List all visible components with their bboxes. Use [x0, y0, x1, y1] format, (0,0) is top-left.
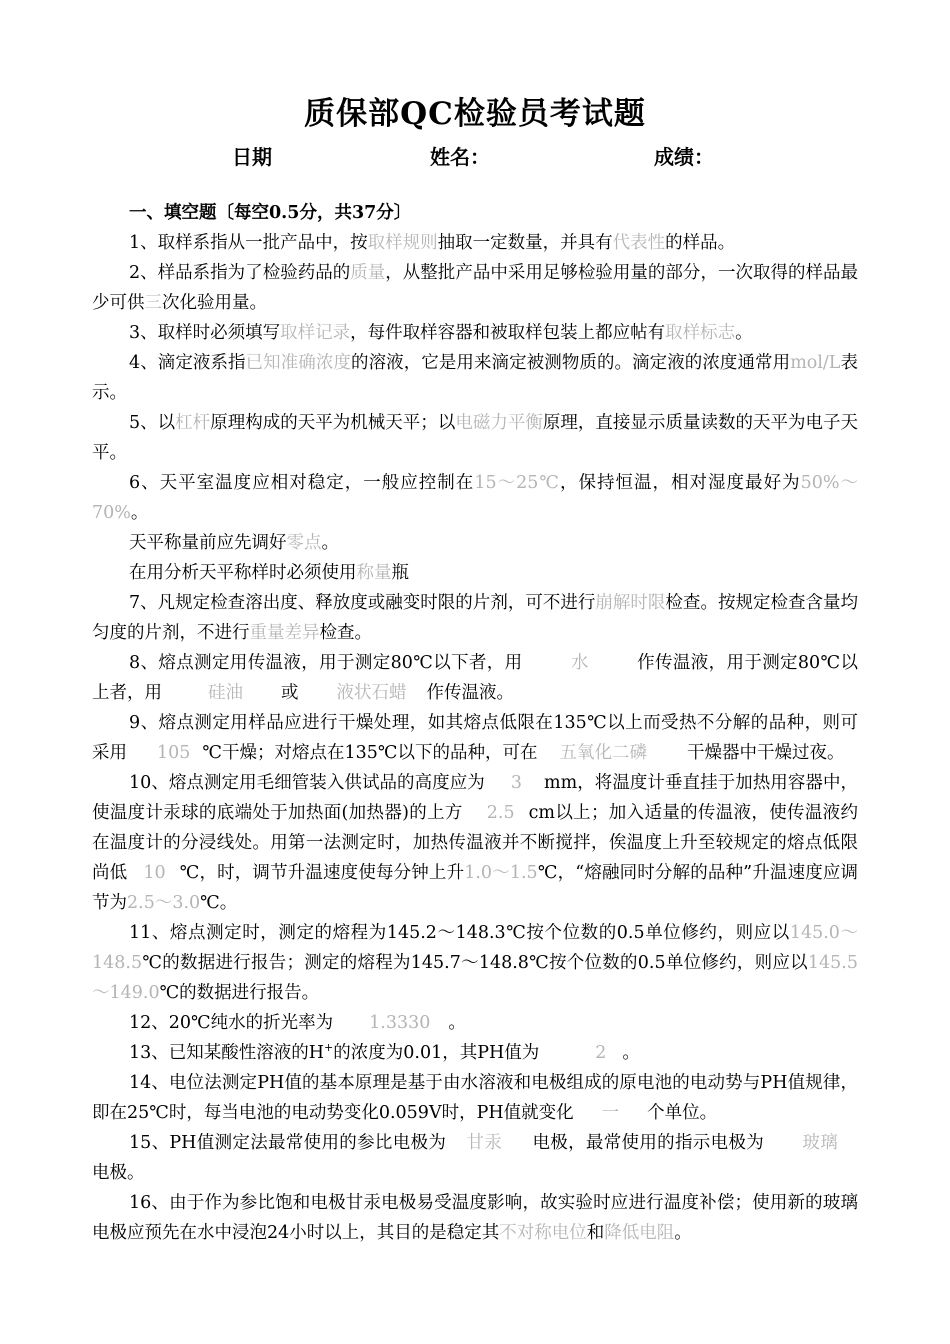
- question-text: 13、已知某酸性溶液的H: [129, 1043, 325, 1063]
- question-text: ，每件取样容器和被取样包装上都应帖有: [350, 323, 666, 343]
- answer: mol/L: [790, 353, 841, 373]
- answer: 取样记录: [280, 323, 351, 343]
- answer: 10: [143, 863, 166, 883]
- answer: 15～25℃: [474, 473, 560, 493]
- question-text: 检查。按规定检查含量均匀度的片剂，不进行: [92, 593, 859, 643]
- question-text: 作传温液，用于测定80℃以上者，用: [92, 653, 859, 703]
- question-text: 和: [586, 1223, 605, 1243]
- question-text: 3、取样时必须填写: [129, 323, 281, 343]
- answer: 取样规则: [367, 233, 438, 253]
- answer: 液状石蜡: [336, 683, 407, 703]
- section-heading: 一、填空题〔每空0.5分，共37分〕: [129, 203, 412, 223]
- question-text: ℃的数据进行报告；测定的熔程为145.7～148.8℃按个位数的0.5单位修约，则应以: [142, 953, 808, 973]
- answer: 已知准确浓度: [245, 353, 352, 373]
- answer: 145.5～149.0: [92, 953, 858, 1003]
- question-text: 6、天平室温度应相对稳定，一般应控制在: [129, 473, 475, 493]
- answer: 3: [510, 773, 522, 793]
- name-label: 姓名：: [430, 145, 490, 169]
- question-text: ，从整批产品中采用足够检验用量的部分，一次取得的样品最少可供: [92, 263, 859, 313]
- exam-body: [92, 198, 858, 1248]
- answer: 甘汞: [466, 1133, 503, 1153]
- question-text: 瓶: [391, 563, 409, 583]
- date-label: 日期: [232, 145, 272, 169]
- question-text: 15、PH值测定法最常使用的参比电极为: [129, 1133, 447, 1153]
- question-15: [92, 1128, 858, 1188]
- answer: 玻璃: [802, 1133, 839, 1153]
- question-text: 电极，最常使用的指示电极为: [532, 1133, 765, 1153]
- answer: 50%～70%: [92, 473, 858, 523]
- answer: 质量: [350, 263, 386, 283]
- answer: 降低电阻: [604, 1223, 675, 1243]
- answer: 称量: [356, 563, 392, 583]
- answer: 不对称电位: [499, 1223, 587, 1243]
- question-5: [92, 408, 858, 468]
- question-9: [92, 708, 858, 768]
- question-text: 10、熔点测定用毛细管装入供试品的高度应为: [129, 773, 485, 793]
- answer: 电磁力平衡: [455, 413, 543, 433]
- answer: 一: [601, 1103, 620, 1123]
- question-text: 9、熔点测定用样品应进行干燥处理，如其熔点低限在135℃以上而受热不分解的品种，则可采用: [92, 713, 858, 763]
- question-text: ，保持恒温，相对湿度最好为: [559, 473, 801, 493]
- question-text: 8、熔点测定用传温液，用于测定80℃以下者，用: [129, 653, 523, 673]
- answer: 2: [595, 1043, 607, 1063]
- question-text: 次化验用量。: [162, 293, 267, 313]
- answer: 145.0～148.5: [92, 923, 858, 973]
- question-text: 表示。: [92, 353, 859, 403]
- answer: 2.5～3.0: [127, 893, 201, 913]
- question-10: [92, 768, 858, 918]
- superscript-plus: +: [324, 1041, 334, 1055]
- question-text: ℃。: [200, 893, 238, 913]
- answer: 取样标志: [665, 323, 736, 343]
- question-text: 5、以: [129, 413, 176, 433]
- question-text: 干燥器中干燥过夜。: [686, 743, 845, 763]
- question-text: 1、取样系指从一批产品中，按: [129, 233, 368, 253]
- answer: 水: [570, 653, 589, 673]
- question-text: 。: [130, 503, 149, 523]
- question-16: [92, 1188, 858, 1248]
- answer: 零点: [286, 533, 322, 553]
- question-text: ℃，时，调节升温速度使每分钟上升: [179, 863, 465, 883]
- score-label: 成绩：: [654, 145, 714, 169]
- question-text: 作传温液。: [426, 683, 514, 703]
- question-text: 检查。: [319, 623, 372, 643]
- question-text: 的样品。: [665, 233, 736, 253]
- answer: 代表性: [612, 233, 666, 253]
- question-6: [92, 468, 858, 528]
- question-text: 。: [735, 323, 753, 343]
- question-text: ℃，“熔融同时分解的品种”升温速度应调节为: [92, 863, 859, 913]
- question-text: 16、由于作为参比饱和电极甘汞电极易受温度影响，故实验时应进行温度补偿；使用新的玻璃电极应预先在水中浸泡24小时以上，其目的是稳定其: [92, 1193, 858, 1243]
- question-text: 。: [448, 1013, 466, 1033]
- question-6-weighing-bottle: [92, 558, 858, 588]
- question-text: 的浓度为0.01，其PH值为: [333, 1043, 540, 1063]
- question-text: 2、样品系指为了检验药品的: [129, 263, 351, 283]
- question-text: 14、电位法测定PH值的基本原理是基于由水溶液和电极组成的原电池的电动势与PH值规律，即在25℃时，每当电池的电动势变化0.059V时，PH值就变化: [92, 1073, 858, 1123]
- question-text: 。: [622, 1043, 640, 1063]
- question-text: 7、凡规定检查溶出度、释放度或融变时限的片剂，可不进行: [129, 593, 596, 613]
- question-text: 或: [281, 683, 299, 703]
- question-text: 12、20℃纯水的折光率为: [129, 1013, 334, 1033]
- answer: 重量差异: [249, 623, 320, 643]
- exam-title: 质保部QC检验员考试题: [304, 96, 646, 132]
- question-text: 电极。: [92, 1163, 145, 1183]
- question-text: 在用分析天平称样时必须使用: [129, 563, 357, 583]
- question-text: 的溶液，它是用来滴定被测物质的。滴定液的浓度通常用: [351, 353, 791, 373]
- answer: 1.0～1.5: [464, 863, 538, 883]
- answer: 三: [144, 293, 162, 313]
- question-text: 11、熔点测定时，测定的熔程为145.2～148.3℃按个位数的0.5单位修约，则应以: [129, 923, 790, 943]
- question-12: [92, 1008, 858, 1038]
- question-3: [92, 318, 858, 348]
- question-2: [92, 258, 858, 318]
- question-7: [92, 588, 858, 648]
- question-13: [92, 1038, 858, 1068]
- question-text: 4、滴定液系指: [129, 353, 246, 373]
- question-8: [92, 648, 858, 708]
- answer: 崩解时限: [595, 593, 666, 613]
- answer: 五氧化二磷: [559, 743, 647, 763]
- question-text: ℃的数据进行报告。: [159, 983, 320, 1003]
- question-text: 个单位。: [647, 1103, 718, 1123]
- answer: 1.3330: [369, 1013, 431, 1033]
- question-4: [92, 348, 858, 408]
- question-text: 抽取一定数量，并具有: [437, 233, 613, 253]
- question-text: 原理，直接显示质量读数的天平为电子天平。: [92, 413, 859, 463]
- question-text: ℃干燥；对熔点在135℃以下的品种，可在: [202, 743, 538, 763]
- question-text: 。: [674, 1223, 692, 1243]
- answer: 105: [157, 743, 191, 763]
- question-text: 原理构成的天平为机械天平；以: [210, 413, 456, 433]
- answer: 杠杆: [175, 413, 211, 433]
- question-text: 。: [321, 533, 339, 553]
- question-text: mm，将温度计垂直挂于加热用容器中，使温度计汞球的底端处于加热面(加热器)的上方: [92, 773, 858, 823]
- answer: 2.5: [486, 803, 515, 823]
- question-text: 天平称量前应先调好: [129, 533, 287, 553]
- question-11: [92, 918, 858, 1008]
- question-1: [92, 228, 858, 258]
- question-6-balance-zero: [92, 528, 858, 558]
- question-14: [92, 1068, 858, 1128]
- answer: 硅油: [208, 683, 243, 703]
- question-text: cm以上；加入适量的传温液，使传温液约在温度计的分浸线处。用第一法测定时，加热传温液并不断搅拌，俟温度上升至较规定的熔点低限尚低: [92, 803, 858, 883]
